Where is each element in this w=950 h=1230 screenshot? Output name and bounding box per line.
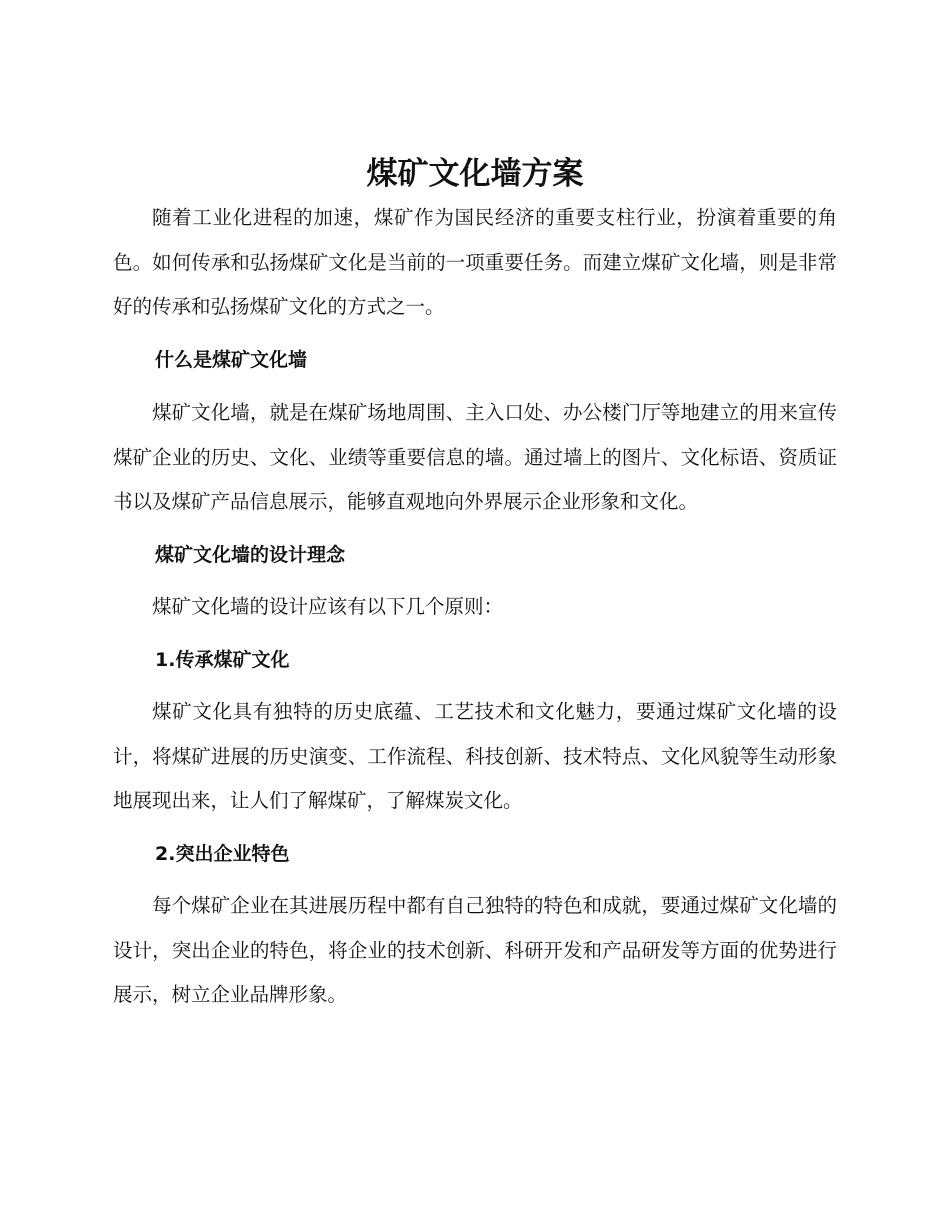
section-heading-enterprise-features: 2.突出企业特色: [155, 842, 290, 865]
section-paragraph-what-is: 煤矿文化墙，就是在煤矿场地周围、主入口处、办公楼门厅等地建立的用来宣传煤矿企业的历史、文化、业绩等重要信息的墙。通过墙上的图片、文化标语、资质证书以及煤矿产品信息展示，能够直观地向外界展示企业形象和文化。: [113, 401, 837, 513]
intro-paragraph: 随着工业化进程的加速，煤矿作为国民经济的重要支柱行业，扮演着重要的角色。如何传承和弘扬煤矿文化是当前的一项重要任务。而建立煤矿文化墙，则是非常好的传承和弘扬煤矿文化的方式之一。: [113, 206, 837, 318]
section-heading-design-concept: 煤矿文化墙的设计理念: [155, 543, 346, 566]
section-paragraph-inherit-culture: 煤矿文化具有独特的历史底蕴、工艺技术和文化魅力，要通过煤矿文化墙的设计，将煤矿进展的历史演变、工作流程、科技创新、技术特点、文化风貌等生动形象地展现出来，让人们了解煤矿，了解煤炭文化。: [113, 700, 837, 812]
section-heading-inherit-culture: 1.传承煤矿文化: [155, 648, 290, 671]
section-heading-what-is: 什么是煤矿文化墙: [155, 348, 308, 371]
document-title: 煤矿文化墙方案: [366, 156, 584, 192]
document-body: [113, 196, 837, 1018]
section-paragraph-design-concept: 煤矿文化墙的设计应该有以下几个原则：: [152, 595, 504, 618]
section-paragraph-enterprise-features: 每个煤矿企业在其进展历程中都有自己独特的特色和成就，要通过煤矿文化墙的设计，突出企业的特色，将企业的技术创新、科研开发和产品研发等方面的优势进行展示，树立企业品牌形象。: [113, 894, 837, 1006]
